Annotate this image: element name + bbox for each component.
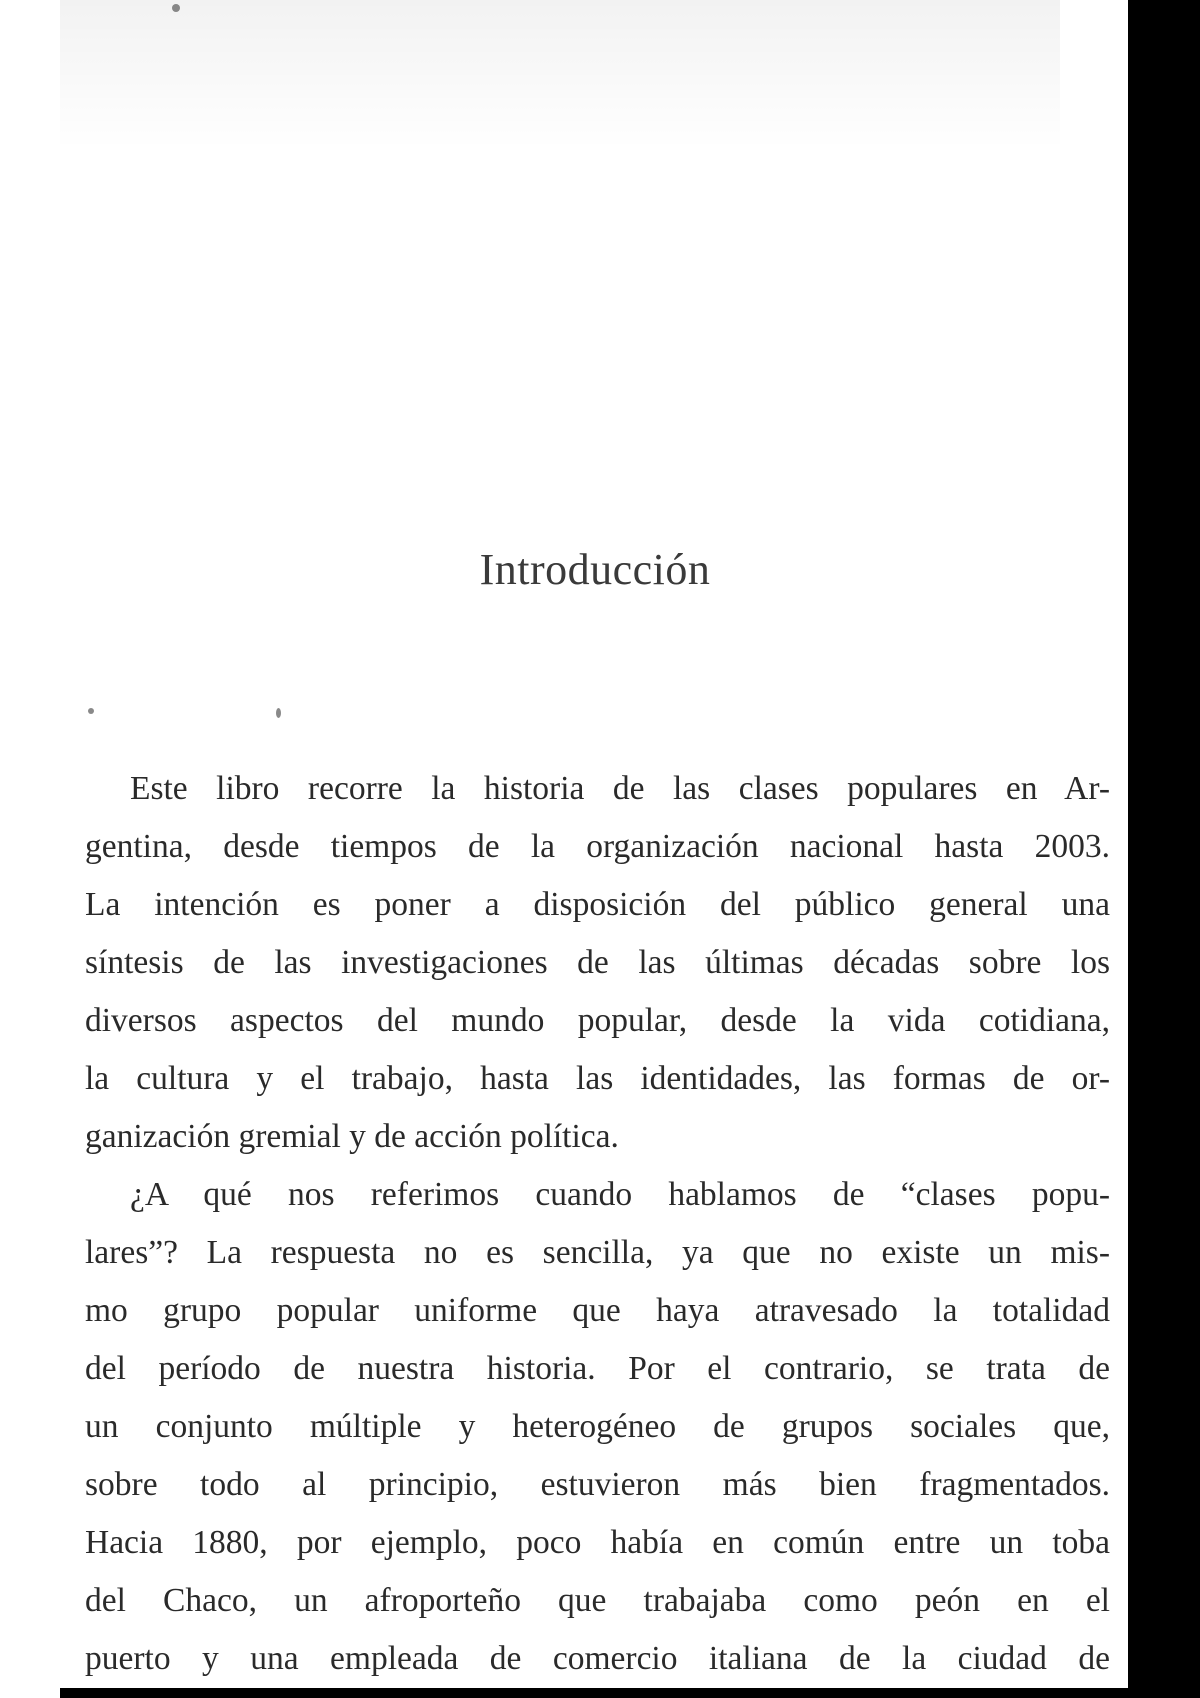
page-title: Introducción	[479, 545, 711, 595]
highlighted-text-line: un conjunto múltiple y heterogéneo de grupos sociales que,	[85, 1398, 1110, 1456]
text-line: Hacia 1880, por ejemplo, poco había en común entre un toba	[85, 1524, 1110, 1561]
text-line: la cultura y el trabajo, hasta las identidades, las formas de or-	[85, 1060, 1110, 1097]
text-line: del Chaco, un afroporteño que trabajaba como peón en el	[85, 1582, 1110, 1619]
text-line: La intención es poner a disposición del público general una	[85, 886, 1110, 923]
paragraph-2	[85, 1166, 1110, 1688]
text-line: ganización gremial y de acción política.	[85, 1118, 619, 1155]
paragraph-1	[85, 760, 1110, 1166]
scan-edge-right	[1128, 0, 1200, 1698]
partially-highlighted-text-line: lares”? La respuesta no es sencilla, ya que no existe un mis-	[85, 1224, 1110, 1282]
text-line: Este libro recorre la historia de las clases populares en Ar-	[130, 770, 1110, 807]
text-line: síntesis de las investigaciones de las últimas décadas sobre los	[85, 944, 1110, 981]
highlighted-text-line: del período de nuestra historia. Por el contrario, se trata de	[85, 1340, 1110, 1398]
body-text	[85, 760, 1110, 1688]
scan-speck	[172, 4, 180, 12]
text-line: gentina, desde tiempos de la organización nacional hasta 2003.	[85, 828, 1110, 865]
scan-bleed-through	[60, 0, 1060, 150]
scan-speck	[276, 708, 281, 718]
text-line: diversos aspectos del mundo popular, desde la vida cotidiana,	[85, 1002, 1110, 1039]
highlighted-text-line: ¿A qué nos referimos cuando hablamos de “clases popu-	[85, 1166, 1110, 1224]
scan-speck	[88, 708, 94, 714]
text-line: puerto y una empleada de comercio italiana de la ciudad de	[85, 1640, 1110, 1677]
scan-edge-bottom	[60, 1688, 1200, 1698]
highlighted-text-line: mo grupo popular uniforme que haya atravesado la totalidad	[85, 1282, 1110, 1340]
highlighted-text-line: sobre todo al principio, estuvieron más bien fragmentados.	[85, 1456, 1110, 1514]
